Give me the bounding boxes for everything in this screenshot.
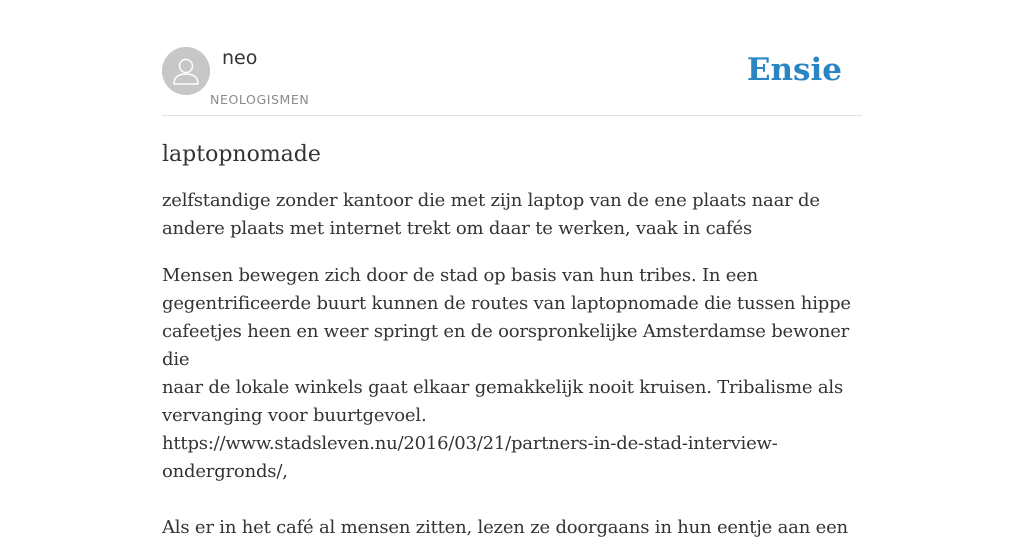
category-link[interactable]: NEOLOGISMEN: [210, 92, 310, 107]
example-line: naar de lokale winkels gaat elkaar gemakkelijk nooit kruisen. Tribalisme als: [162, 377, 843, 398]
username-link[interactable]: neo: [222, 47, 258, 69]
example-line: vervanging voor buurtgevoel.: [162, 405, 427, 426]
example-line: cafeetjes heen en weer springt en de oorspronkelijke Amsterdamse bewoner die: [162, 321, 850, 370]
example-source-line: ondergronds/,: [162, 461, 288, 482]
entry-example: [162, 262, 862, 542]
example-line: Mensen bewegen zich door de stad op basis van hun tribes. In een: [162, 265, 759, 286]
entry-card: [162, 0, 862, 542]
example-source-line: https://www.stadsleven.nu/2016/03/21/partners-in-de-stad-interview-: [162, 433, 778, 454]
user-icon: [162, 47, 210, 95]
example-line: gegentrificeerde buurt kunnen de routes van laptopnomade die tussen hippe: [162, 293, 851, 314]
user-avatar[interactable]: [162, 47, 210, 95]
paragraph-gap: [162, 486, 862, 514]
entry-definition: zelfstandige zonder kantoor die met zijn laptop van de ene plaats naar de andere plaats met internet trekt om daar te werken, vaak in cafés: [162, 190, 820, 239]
ensie-logo[interactable]: Ensie: [746, 52, 842, 88]
example-line: Als er in het café al mensen zitten, lezen ze doorgaans in hun eentje aan een: [162, 517, 848, 538]
entry-header: [162, 0, 862, 116]
entry-title: laptopnomade: [162, 142, 321, 167]
